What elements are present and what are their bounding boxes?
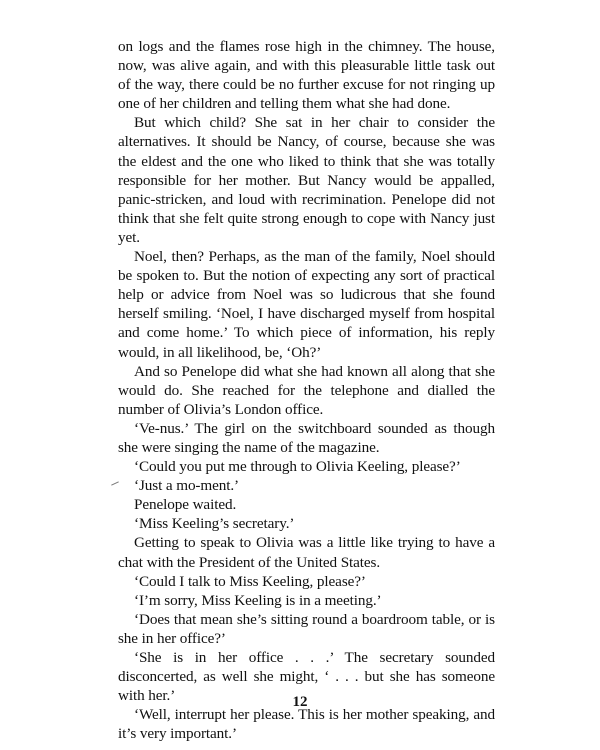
paragraph: But which child? She sat in her chair to consider the alternatives. It should be Nancy, of course, because she was the eldest and the one who liked to think that she was totally responsible for her mother. But Nancy would be appalled, panic-stricken, and loud with recrimination. Penelope did not think that she felt quite strong enough to cope with Nancy just yet.	[118, 114, 495, 246]
paragraph: ‘She is in her office . . .’ The secretary sounded disconcerted, as well she might, ‘ . . . but she has someone with her.’	[118, 649, 495, 705]
body-text	[118, 37, 495, 743]
paragraph: And so Penelope did what she had known all along that she would do. She reached for the telephone and dialled the number of Olivia’s London office.	[118, 362, 495, 418]
paragraph: Noel, then? Perhaps, as the man of the family, Noel should be spoken to. But the notion of expecting any sort of practical help or advice from Noel was so ludicrous that she found herself smiling. ‘Noel, I have discharged myself from hospital and come home.’ To which piece of information, his reply would, in all likelihood, be, ‘Oh?’	[118, 248, 495, 361]
paragraph: Penelope waited.	[134, 496, 237, 514]
paragraph: ‘Just a mo-ment.’	[134, 477, 240, 495]
page-number: 12	[292, 694, 308, 710]
paragraph: ‘Could you put me through to Olivia Keeling, please?’	[134, 458, 461, 476]
paragraph: Getting to speak to Olivia was a little like trying to have a chat with the President of the United States.	[118, 534, 495, 571]
paragraph: on logs and the flames rose high in the chimney. The house, now, was alive again, and with this pleasurable little task out of the way, there could be no further excuse for not ringing up one of her children and telling them what she had done.	[118, 38, 495, 113]
paragraph: ‘Miss Keeling’s secretary.’	[134, 515, 295, 533]
paragraph: ‘Well, interrupt her please. This is her mother speaking, and it’s very important.’	[118, 706, 495, 743]
paragraph: ‘Could I talk to Miss Keeling, please?’	[134, 572, 366, 590]
paragraph: ‘Ve-nus.’ The girl on the switchboard sounded as though she were singing the name of the magazine.	[118, 419, 495, 456]
paragraph: ‘I’m sorry, Miss Keeling is in a meeting.’	[134, 591, 382, 609]
paragraph: ‘Does that mean she’s sitting round a boardroom table, or is she in her office?’	[118, 610, 495, 647]
